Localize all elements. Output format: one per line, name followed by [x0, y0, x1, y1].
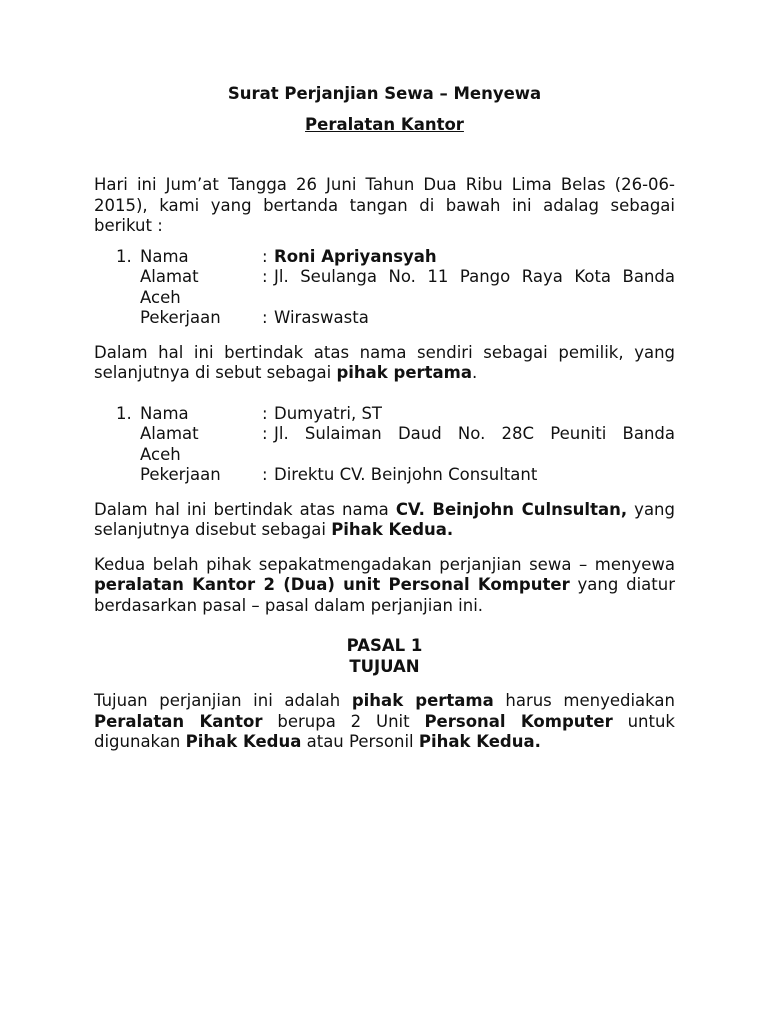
party-one-number: 1.: [116, 246, 132, 266]
party-one-address-row: [116, 267, 675, 308]
party-one-job-row: [116, 308, 675, 329]
party-one-name-label: Nama: [140, 246, 189, 266]
party-one-job-value: Wiraswasta: [274, 308, 369, 327]
tujuan-bold-4: Pihak Kedua: [185, 732, 302, 751]
party-one-name-value: Roni Apriyansyah: [274, 246, 437, 266]
party-two-name-label: Nama: [140, 403, 189, 423]
party-two-number: 1.: [116, 403, 132, 423]
party-two-details: [116, 404, 675, 486]
tujuan-bold-2: Peralatan Kantor: [94, 711, 263, 731]
statement-two-bold-a: CV. Beinjohn Culnsultan,: [395, 499, 628, 519]
tujuan-text-3: berupa 2 Unit: [262, 711, 425, 731]
document-subtitle: Peralatan Kantor: [305, 115, 464, 134]
party-two-name-value: Dumyatri, ST: [274, 403, 382, 423]
statement-two-text-a: Dalam hal ini bertindak atas nama: [94, 499, 396, 519]
agreement-text-b: yang diatur berdasarkan pasal – pasal dalam perjanjian ini.: [94, 575, 675, 615]
tujuan-text-2: harus menyediakan: [493, 691, 675, 710]
tujuan-text-4: untuk digunakan: [94, 711, 675, 751]
tujuan-text-5: atau Personil: [301, 732, 419, 751]
tujuan-text-1: Tujuan perjanjian ini adalah: [94, 691, 352, 710]
statement-one-bold: pihak pertama: [336, 363, 472, 382]
agreement-text-a: Kedua belah pihak sepakatmengadakan perjanjian sewa – menyewa: [94, 554, 675, 574]
statement-one-paragraph: [94, 343, 675, 384]
statement-one-text-a: Dalam hal ini bertindak atas nama sendiri sebagai pemilik, yang selanjutnya di sebut sebagai: [94, 342, 675, 382]
party-one-details: [116, 247, 675, 329]
statement-one-text-b: .: [472, 363, 478, 382]
party-two-job-value: Direktu CV. Beinjohn Consultant: [274, 465, 538, 484]
tujuan-bold-3: Personal Komputer: [424, 711, 613, 731]
party-one-job-colon: :: [262, 308, 268, 327]
party-two-job-label: Pekerjaan: [140, 465, 221, 484]
statement-two-text-b: yang selanjutnya disebut sebagai: [94, 499, 675, 539]
party-two-address-colon: :: [262, 424, 268, 443]
party-two-address-continued: Aceh: [140, 444, 181, 464]
tujuan-bold-5: Pihak Kedua.: [418, 732, 541, 751]
document-title: Surat Perjanjian Sewa – Menyewa: [227, 84, 542, 103]
party-two-name-row: [116, 404, 675, 425]
party-one-name-colon: :: [262, 246, 268, 266]
party-two-address-label: Alamat: [140, 424, 199, 443]
agreement-bold: peralatan Kantor 2 (Dua) unit Personal Komputer: [94, 575, 570, 594]
pasal-subheading: TUJUAN: [349, 656, 420, 676]
pasal-heading: PASAL 1: [346, 636, 423, 655]
party-one-address-value: Jl. Seulanga No. 11 Pango Raya Kota Banda: [274, 267, 675, 286]
party-one-address-continued: Aceh: [140, 287, 181, 307]
party-one-address-label: Alamat: [140, 267, 199, 286]
statement-two-bold-b: Pihak Kedua.: [331, 520, 454, 539]
party-two-job-row: [116, 465, 675, 486]
party-two-name-colon: :: [262, 403, 268, 423]
document-page: [94, 84, 675, 753]
party-two-job-colon: :: [262, 465, 268, 484]
party-one-name-row: [116, 247, 675, 268]
agreement-paragraph: [94, 555, 675, 617]
party-one-job-label: Pekerjaan: [140, 308, 221, 327]
tujuan-bold-1: pihak pertama: [351, 691, 494, 710]
tujuan-paragraph: [94, 691, 675, 753]
party-one-address-colon: :: [262, 267, 268, 286]
intro-paragraph: Hari ini Jum’at Tangga 26 Juni Tahun Dua Ribu Lima Belas (26-06-2015), kami yang bertanda tangan di bawah ini adalag sebagai berikut :: [94, 175, 675, 235]
party-two-address-value: Jl. Sulaiman Daud No. 28C Peuniti Banda: [274, 424, 675, 443]
statement-two-paragraph: [94, 500, 675, 541]
party-two-address-row: [116, 424, 675, 465]
